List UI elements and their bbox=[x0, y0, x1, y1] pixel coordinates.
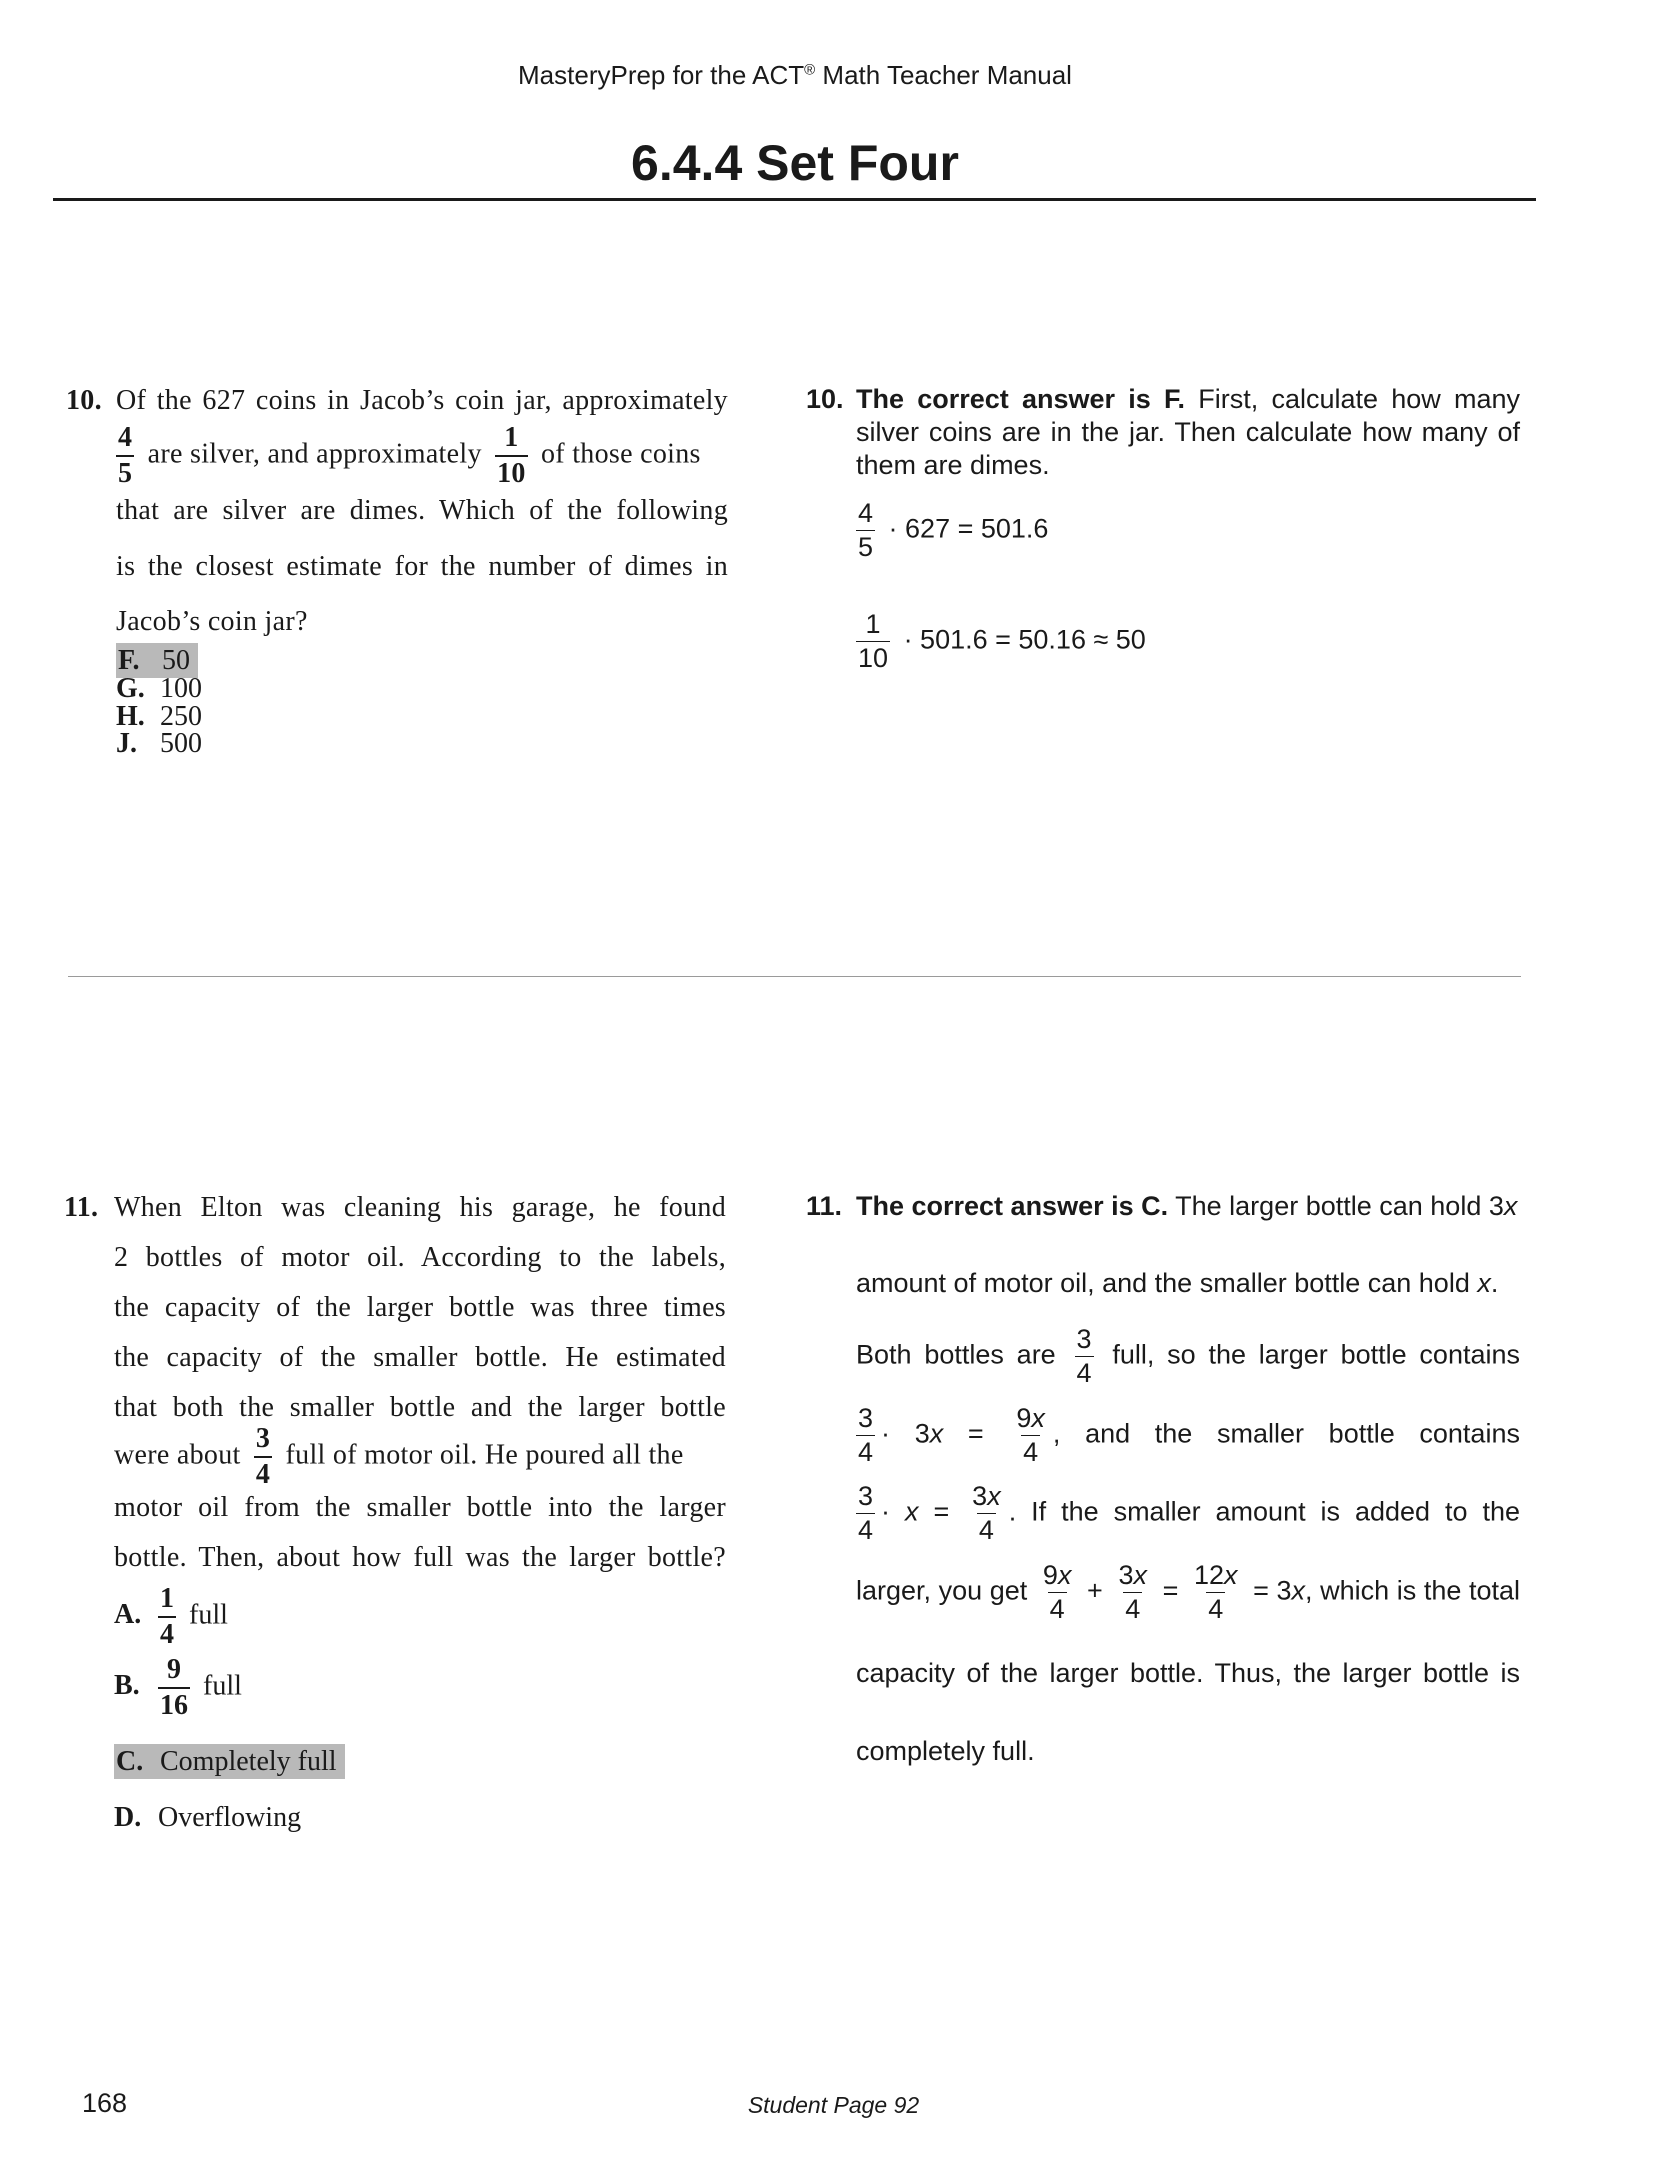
question-line: Jacob’s coin jar? bbox=[116, 606, 308, 637]
question-line: is the closest estimate for the number of dimes in bbox=[116, 551, 728, 582]
question-line: that both the smaller bottle and the larger bottle bbox=[114, 1392, 726, 1423]
question-line: the capacity of the larger bottle was three times bbox=[114, 1292, 726, 1323]
page-number: 168 bbox=[82, 2088, 128, 2118]
question-line: 2 bottles of motor oil. According to the labels, bbox=[114, 1242, 726, 1273]
choice-f[interactable]: F. 50 bbox=[116, 647, 198, 675]
fraction: $\frac{3}{4}$ bbox=[255, 1423, 271, 1490]
equation: $\frac{4}{5}$ · 627 = 501.6 bbox=[858, 498, 1049, 562]
answer-line: completely full. bbox=[856, 1736, 1035, 1766]
answer-line: Both bottles are $\frac{3}{4}$ full, so the larger bottle contains bbox=[856, 1324, 1520, 1388]
choice-h[interactable]: H. 250 bbox=[116, 701, 202, 732]
running-head-text: MasteryPrep for the ACT bbox=[518, 60, 805, 90]
question-line: When Elton was cleaning his garage, he found bbox=[114, 1192, 726, 1223]
answer-number: 11. bbox=[806, 1191, 843, 1221]
answer-line: silver coins are in the jar. Then calculate how many of bbox=[856, 417, 1520, 447]
answer-number: 10. bbox=[806, 384, 844, 414]
choice-b[interactable]: B. $\frac{9}{16}$ full bbox=[114, 1654, 242, 1721]
question-number: 10. bbox=[66, 385, 102, 416]
answer-line: larger, you get $\frac{9x}{4}$ + $\frac{3x}{4}$ = $\frac{12x}{4}$ = 3x, which is the total bbox=[856, 1560, 1520, 1624]
choice-j[interactable]: J. 500 bbox=[116, 728, 202, 759]
fraction: $\frac{4}{5}$ bbox=[118, 422, 133, 489]
answer-line: The correct answer is C. The larger bottle can hold 3x bbox=[856, 1191, 1518, 1221]
running-head-tail: Math Teacher Manual bbox=[815, 60, 1072, 90]
answer-line: capacity of the larger bottle. Thus, the larger bottle is bbox=[856, 1658, 1520, 1688]
student-page-reference: Student Page 92 bbox=[747, 2092, 920, 2118]
choice-d[interactable]: D. Overflowing bbox=[114, 1802, 302, 1833]
choice-a[interactable]: A. $\frac{1}{4}$ full bbox=[114, 1583, 228, 1650]
question-line: $\frac{4}{5}$ are silver, and approximately $\frac{1}{10}$ of those coins bbox=[118, 422, 701, 489]
answer-line: The correct answer is F. First, calculate how many bbox=[856, 384, 1520, 414]
choice-g[interactable]: G. 100 bbox=[116, 673, 202, 704]
answer-line: $\frac{3}{4}$ · x = $\frac{3x}{4}$ . If the smaller amount is added to the bbox=[858, 1481, 1520, 1545]
answer-line: $\frac{3}{4}$ · 3x = $\frac{9x}{4}$ , and the smaller bottle contains bbox=[858, 1403, 1520, 1467]
answer-line: amount of motor oil, and the smaller bottle can hold x. bbox=[856, 1268, 1499, 1298]
question-line: were about $\frac{3}{4}$ full of motor oil. He poured all the bbox=[114, 1423, 684, 1490]
choice-c[interactable]: C. Completely full bbox=[114, 1748, 345, 1776]
question-line: that are silver are dimes. Which of the following bbox=[116, 495, 728, 526]
question-number: 11. bbox=[64, 1192, 99, 1223]
page-title: 6.4.4 Set Four bbox=[631, 135, 959, 191]
question-line: the capacity of the smaller bottle. He estimated bbox=[114, 1342, 726, 1373]
answer-line: them are dimes. bbox=[856, 450, 1050, 480]
equation: $\frac{1}{10}$ · 501.6 = 50.16 ≈ 50 bbox=[858, 609, 1146, 673]
fraction: $\frac{1}{10}$ bbox=[497, 422, 526, 489]
question-line: bottle. Then, about how full was the larger bottle? bbox=[114, 1542, 726, 1573]
question-line: Of the 627 coins in Jacob’s coin jar, approximately bbox=[116, 385, 728, 416]
running-head bbox=[0, 60, 1590, 91]
section-divider bbox=[68, 976, 1521, 977]
title-rule bbox=[53, 198, 1536, 201]
question-line: motor oil from the smaller bottle into the larger bbox=[114, 1492, 726, 1523]
registered-mark: ® bbox=[804, 61, 816, 79]
